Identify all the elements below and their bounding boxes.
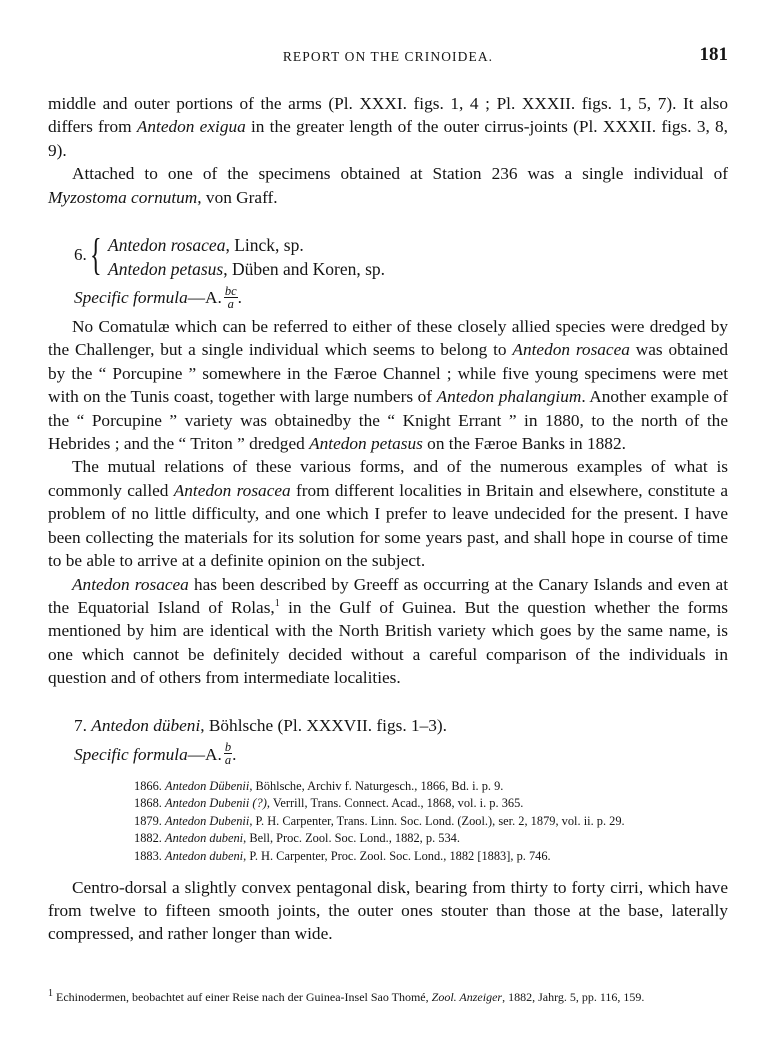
text-run: The mutual relations of these various forms, and of the numerous examples of what is commonly called [48, 457, 728, 500]
species-name: Antedon exigua [136, 117, 246, 137]
text-run: on the Færoe Banks in 1882. [422, 434, 626, 454]
text-run: was obtained by the “ Porcupine ” somewhere in the Færoe Channel ; while five young specimens were met with on the Tunis coast, together with large numbers of [48, 340, 729, 407]
fraction-denominator: a [227, 296, 234, 311]
text-run: has been described by Greeff as occurring at the Canary Islands and even at the Equatorial Island of Rolas, [48, 574, 729, 617]
paragraph-mutual-relations [48, 455, 728, 572]
formula-end: . [232, 744, 237, 764]
footnote [48, 989, 728, 1006]
species-name: Antedon petasus [309, 434, 423, 454]
species-name: Antedon rosacea [72, 574, 189, 594]
species-name: Antedon Dubenii (?) [165, 796, 267, 811]
footnote-marker: 1 [274, 598, 280, 610]
specific-formula-6 [74, 281, 728, 315]
species-name: Antedon rosacea [512, 340, 630, 360]
running-head [48, 44, 728, 68]
text-run: , Linck, sp. [225, 235, 304, 256]
text-run: . Another example of the “ Porcupine ” variety was obtainedby the “ Knight Errant ” in 1880, to the north of the Hebrides ; and the “ Triton ” dredged [48, 387, 728, 454]
species-number: 7. [74, 715, 87, 735]
reference-year: 1879. [134, 813, 162, 828]
footnote-mark: 1 [48, 988, 53, 999]
reference-row [134, 778, 728, 796]
species-name: Antedon Dübenii [165, 778, 250, 793]
text-run: No Comatulæ which can be referred to either of these closely allied species were dredged by the Challenger, but a single individual which seems to belong to [48, 317, 728, 360]
formula-fraction [224, 285, 238, 310]
synonym-line [108, 233, 385, 257]
text-run: Attached to one of the specimens obtained at Station 236 was a single individual of [72, 164, 728, 184]
species-name: Antedon dubeni [165, 848, 244, 863]
brace-glyph: { [90, 230, 102, 280]
species-name: Antedon rosacea [108, 235, 226, 256]
reference-year: 1866. [134, 778, 162, 793]
reference-year: 1882. [134, 831, 162, 846]
species-name: Antedon dübeni [91, 715, 201, 735]
text-run: , von Graff. [197, 187, 278, 207]
species-number: 6. [74, 245, 87, 265]
species-name: Myzostoma cornutum [48, 187, 198, 207]
formula-label: Specific formula [74, 288, 188, 308]
species-name: Antedon phalangium [436, 387, 582, 407]
reference-row [134, 813, 728, 831]
reference-citation: , P. H. Carpenter, Trans. Linn. Soc. Lond. (Zool.), ser. 2, 1879, vol. ii. p. 29. [249, 813, 625, 828]
reference-row [134, 795, 728, 813]
formula-label: Specific formula [74, 744, 188, 764]
reference-citation: , P. H. Carpenter, Proc. Zool. Soc. Lond., 1882 [1883], p. 746. [243, 848, 551, 863]
formula-fraction [224, 741, 232, 766]
fraction-denominator: a [224, 753, 232, 768]
reference-citation: , Bell, Proc. Zool. Soc. Lond., 1882, p. 534. [243, 831, 460, 846]
formula-prefix: —A. [187, 288, 222, 308]
paragraph-greeff [48, 573, 728, 690]
fraction-numerator: bc [224, 283, 237, 298]
species-6-heading [48, 230, 728, 281]
text-run: , Düben and Koren, sp. [223, 259, 386, 280]
synonymy-references [134, 778, 728, 866]
text-run: , Böhlsche (Pl. XXXVII. figs. 1–3). [200, 715, 447, 735]
running-title: REPORT ON THE CRINOIDEA. [282, 49, 494, 64]
text-run: in the Gulf of Guinea. But the question whether the forms mentioned by him are identical with the North British variety which goes by the same name, is one which cannot be definitely decided without a careful comparison of the individuals in question and of others from intermediate localities. [48, 597, 729, 688]
species-name: Antedon rosacea [173, 480, 291, 500]
species-name: Antedon dubeni [165, 831, 244, 846]
paragraph-comatulae [48, 315, 728, 455]
paragraph-myzostoma [48, 162, 728, 209]
body-text [48, 92, 728, 946]
reference-row [134, 830, 728, 848]
reference-row [134, 848, 728, 866]
formula-end: . [237, 288, 242, 308]
reference-year: 1868. [134, 796, 162, 811]
specific-formula-7 [74, 738, 728, 772]
reference-citation: , Böhlsche, Archiv f. Naturgesch., 1866, Bd. i. p. 9. [249, 778, 504, 793]
reference-year: 1883. [134, 848, 162, 863]
text-run: from different localities in Britain and elsewhere, constitute a problem of no little difficulty, and one which I prefer to leave undecided for the present. I have been collecting the materials for its solution for some years past, and shall hope in course of time to be able to arrive at a definite opinion on the subject. [48, 480, 729, 571]
synonym-line [108, 257, 385, 281]
species-name: Antedon petasus [108, 259, 224, 280]
paragraph-centro-dorsal: Centro-dorsal a slightly convex pentagonal disk, bearing from thirty to forty cirri, which have from twelve to fifteen smooth joints, the outer ones stouter than those at the base, laterally compressed, and rather longer than wide. [48, 877, 728, 944]
text-run: Echinodermen, beobachtet auf einer Reise nach der Guinea-Insel Sao Thomé, [53, 990, 432, 1004]
page-number: 181 [699, 44, 728, 65]
text-run: middle and outer portions of the arms (Pl. XXXI. figs. 1, 4 ; Pl. XXXII. figs. 1, 5, 7). It also differs from [48, 94, 728, 137]
reference-citation: , Verrill, Trans. Connect. Acad., 1868, vol. i. p. 365. [266, 796, 524, 811]
species-synonyms [108, 233, 385, 281]
text-run: , 1882, Jahrg. 5, pp. 116, 159. [502, 990, 645, 1004]
journal-title: Zool. Anzeiger [431, 990, 503, 1004]
species-name: Antedon Dubenii [165, 813, 250, 828]
fraction-numerator: b [224, 740, 232, 755]
formula-prefix: —A. [187, 744, 222, 764]
paragraph-intro [48, 92, 728, 162]
species-7-heading [74, 714, 728, 738]
text-run: in the greater length of the outer cirrus-joints (Pl. XXXII. figs. 3, 8, 9). [48, 117, 728, 160]
